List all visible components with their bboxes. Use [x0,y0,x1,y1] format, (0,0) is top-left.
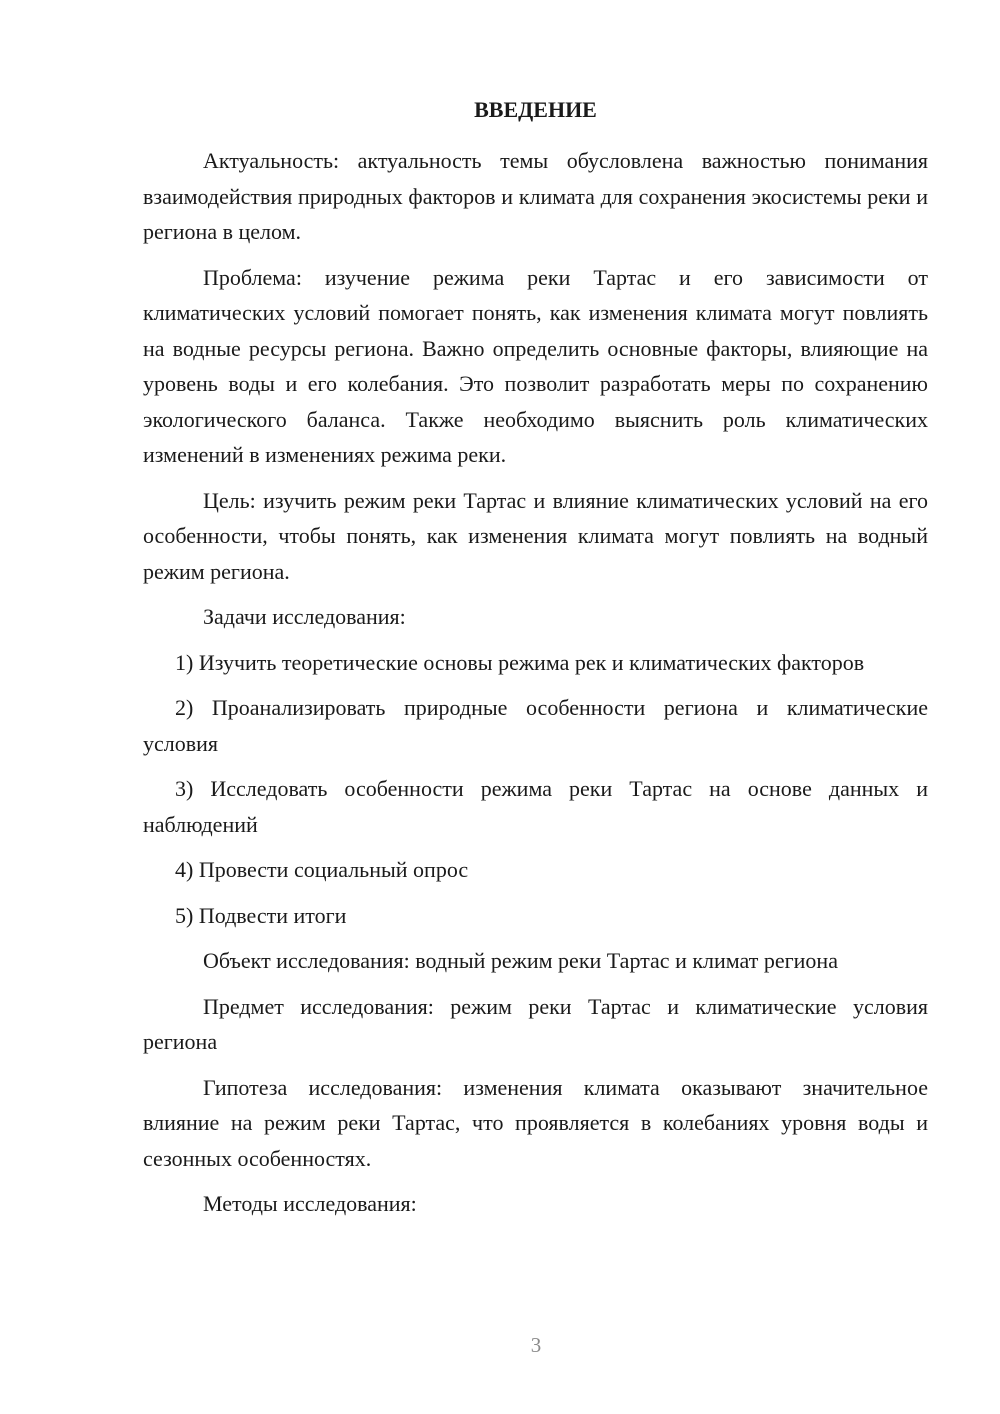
section-heading: ВВЕДЕНИЕ [474,97,597,122]
task-item-1: 1) Изучить теоретические основы режима рек и климатических факторов [175,649,865,675]
problem-paragraph: Проблема: изучение режима реки Тартас и его зависимости от климатических условий помогает понять, как изменения климата могут повлиять на водные ресурсы региона. Важно определить основные факторы, влияющие на уровень воды и его колебания. Это позволит разработать меры по сохранению экологического баланса. Также необходимо выяснить роль климатических изменений в изменениях режима реки. [143,264,928,467]
subject-paragraph: Предмет исследования: режим реки Тартас и климатические условия региона [143,993,928,1054]
task-item-3: 3) Исследовать особенности режима реки Тартас на основе данных и наблюдений [143,776,928,837]
goal-paragraph: Цель: изучить режим реки Тартас и влияние климатических условий на его особенности, чтобы понять, как изменения климата могут повлиять на водный режим региона. [143,487,928,584]
document-page [143,92,928,1232]
task-item-4: 4) Провести социальный опрос [175,857,469,882]
hypothesis-paragraph: Гипотеза исследования: изменения климата оказывают значительное влияние на режим реки Тартас, что проявляется в колебаниях уровня воды и сезонных особенностях. [143,1074,928,1171]
relevance-paragraph: Актуальность: актуальность темы обусловлена важностью понимания взаимодействия природных факторов и климата для сохранения экосистемы реки и региона в целом. [143,148,928,244]
task-item-2: 2) Проанализировать природные особенности региона и климатические условия [143,695,928,756]
methods-intro: Методы исследования: [203,1191,417,1216]
object-paragraph: Объект исследования: водный режим реки Тартас и климат региона [203,948,838,973]
tasks-intro: Задачи исследования: [203,604,406,629]
page-number: 3 [530,1333,542,1357]
task-item-5: 5) Подвести итоги [175,902,347,928]
